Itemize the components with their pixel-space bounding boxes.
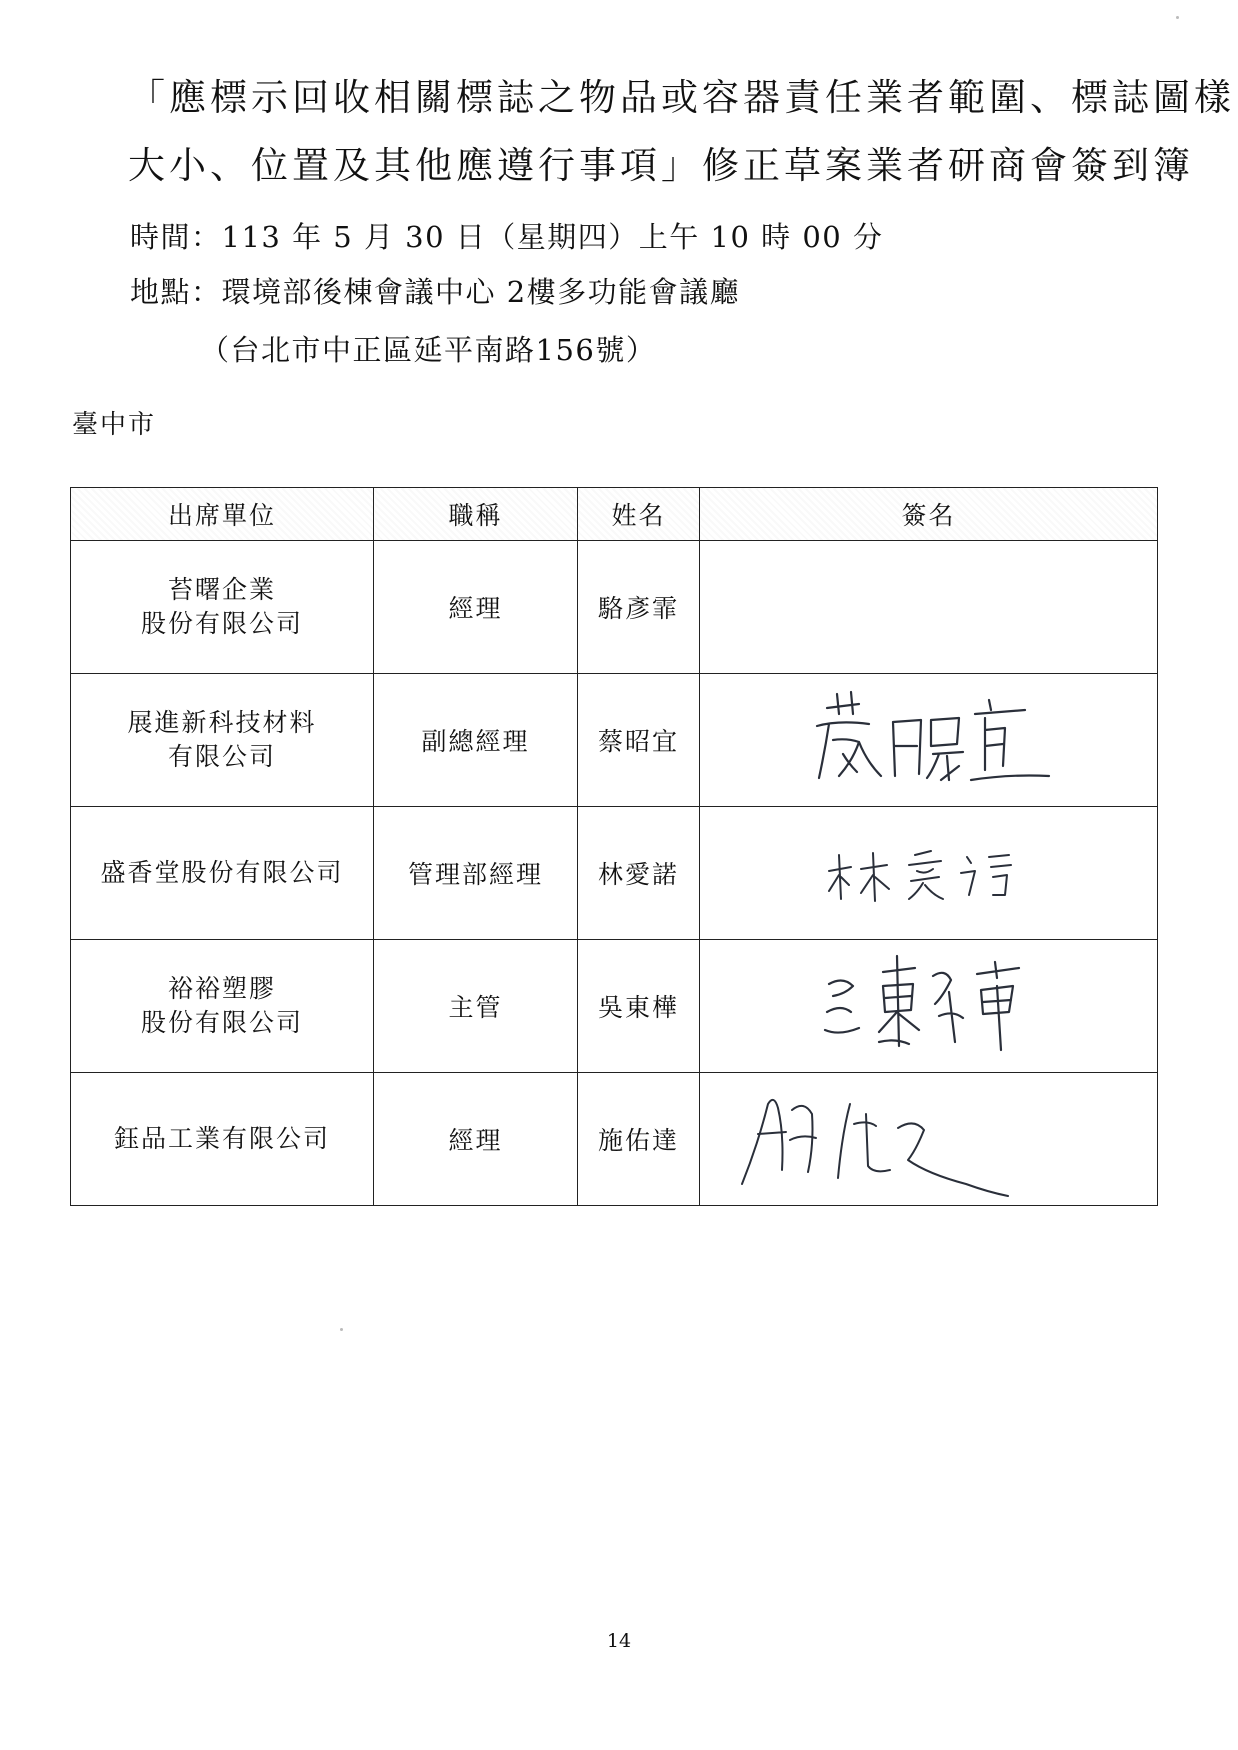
cell-unit — [71, 807, 374, 940]
meeting-place: 地點：環境部後棟會議中心 2樓多功能會議廳 — [130, 275, 741, 309]
unit-line: 股份有限公司 — [140, 609, 303, 638]
city-label: 臺中市 — [72, 410, 157, 440]
meeting-address: （台北市中正區延平南路156號） — [200, 333, 657, 367]
unit-line: 裕裕塑膠 — [167, 974, 276, 1004]
scan-speck — [1176, 16, 1179, 19]
cell-name: 林愛諾 — [578, 807, 700, 940]
unit-line: 股份有限公司 — [140, 1008, 303, 1037]
cell-signature-empty — [700, 541, 1158, 674]
cell-signature — [700, 1073, 1158, 1206]
cell-signature — [700, 940, 1158, 1073]
handwritten-signature — [799, 946, 1059, 1066]
cell-unit — [71, 541, 374, 674]
header-unit: 出席單位 — [71, 488, 374, 541]
unit-line: 鈺品工業有限公司 — [113, 1124, 330, 1154]
cell-unit — [71, 674, 374, 807]
header-name: 姓名 — [578, 488, 700, 541]
meeting-time: 時間：113 年 5 月 30 日（星期四）上午 10 時 00 分 — [130, 220, 884, 254]
table-row — [71, 1073, 1158, 1206]
document-title-line-2: 大小、位置及其他應遵行事項」修正草案業者研商會簽到簿 — [128, 144, 1194, 187]
cell-title: 主管 — [374, 940, 578, 1073]
cell-title: 管理部經理 — [374, 807, 578, 940]
cell-unit — [71, 940, 374, 1073]
cell-name: 駱彥霏 — [578, 541, 700, 674]
unit-line: 有限公司 — [167, 742, 276, 771]
cell-title: 經理 — [374, 1073, 578, 1206]
header-signature: 簽名 — [700, 488, 1158, 541]
handwritten-signature — [799, 680, 1059, 800]
table-row — [71, 541, 1158, 674]
cell-title: 副總經理 — [374, 674, 578, 807]
cell-name: 施佑達 — [578, 1073, 700, 1206]
page-number: 14 — [606, 1630, 632, 1652]
unit-line: 展進新科技材料 — [127, 708, 317, 738]
cell-signature — [700, 674, 1158, 807]
header-title: 職稱 — [374, 488, 578, 541]
handwritten-signature — [799, 833, 1059, 913]
table-row — [71, 674, 1158, 807]
cell-title: 經理 — [374, 541, 578, 674]
handwritten-signature — [718, 1074, 1018, 1204]
sign-in-table — [70, 487, 1158, 1206]
cell-unit — [71, 1073, 374, 1206]
cell-signature — [700, 807, 1158, 940]
unit-line: 苔曙企業 — [167, 575, 276, 605]
table-row — [71, 807, 1158, 940]
table-row — [71, 940, 1158, 1073]
unit-line: 盛香堂股份有限公司 — [100, 858, 344, 888]
cell-name: 吳東樺 — [578, 940, 700, 1073]
scan-speck — [340, 1328, 343, 1331]
document-title-line-1: 「應標示回收相關標誌之物品或容器責任業者範圍、標誌圖樣 — [128, 76, 1235, 119]
table-header-row — [71, 488, 1158, 541]
cell-name: 蔡昭宜 — [578, 674, 700, 807]
